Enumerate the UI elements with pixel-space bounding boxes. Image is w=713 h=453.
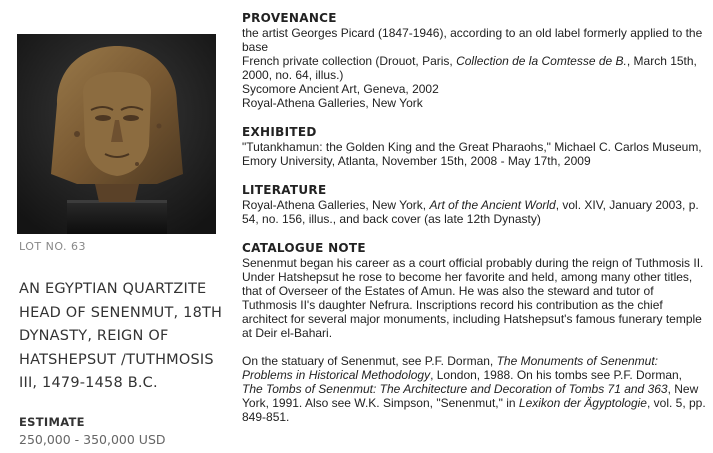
lot-title: AN EGYPTIAN QUARTZITE HEAD OF SENENMUT, 18TH DYNASTY, REIGN OF HATSHEPSUT /TUTHMOSIS III, 1479-1458 B.C. <box>19 281 223 391</box>
para2-text-d: , vol. 5, pp. 849-851. <box>242 396 706 424</box>
catalogue-note-section <box>242 240 706 424</box>
provenance-line-2-italic: Collection de la Comtesse de B. <box>456 54 627 68</box>
catalogue-note-paragraph-1: Senenmut began his career as a court official probably during the reign of Tuthmosis II. Under Hatshepsut he rose to become her favorite and held, among many other titles, that of Overseer of the Estates of Amun. He was also the steward and tutor of Tuthmosis II's daughter Nefrura. Inscriptions record his contribution as the chief architect for several major monuments, including Hatshepsut's famous funerary temple at Deir el-Bahari. <box>242 256 704 340</box>
provenance-line-2-text-a: French private collection (Drouot, Paris, <box>242 54 457 68</box>
exhibited-heading: EXHIBITED <box>242 125 317 139</box>
provenance-line-4: Royal-Athena Galleries, New York <box>242 96 423 110</box>
para2-text-b: , London, 1988. On his tombs see P.F. Dorman, <box>430 368 683 382</box>
senenmut-head-image <box>17 34 216 234</box>
provenance-line-1: the artist Georges Picard (1847-1946), according to an old label formerly applied to the base <box>242 26 703 54</box>
catalogue-note-paragraph-2 <box>242 354 706 424</box>
catalogue-note-heading: CATALOGUE NOTE <box>242 241 366 255</box>
para2-text-c: , New York, 1991. Also see W.K. Simpson, "Senenmut," in <box>242 382 699 410</box>
literature-section <box>242 182 706 226</box>
lot-number: LOT NO. 63 <box>19 240 87 253</box>
exhibited-section <box>242 124 706 168</box>
provenance-line-2 <box>242 54 706 82</box>
para2-italic-3: Lexikon der Ägyptologie <box>518 396 647 410</box>
provenance-line-2-text-b: , March 15th, 2000, no. 64, illus.) <box>242 54 697 82</box>
literature-title-italic: Art of the Ancient World <box>429 198 556 212</box>
para2-italic-1: The Monuments of Senenmut: Problems in Historical Methodology <box>242 354 658 382</box>
exhibited-text: "Tutankhamun: the Golden King and the Great Pharaohs," Michael C. Carlos Museum, Emory University, Atlanta, November 15th, 2008 - May 17th, 2009 <box>242 140 702 168</box>
provenance-heading: PROVENANCE <box>242 11 337 25</box>
provenance-line-3: Sycomore Ancient Art, Geneva, 2002 <box>242 82 439 96</box>
estimate-label: ESTIMATE <box>19 415 85 429</box>
lot-details <box>242 10 706 438</box>
literature-text-b: , vol. XIV, January 2003, p. 54, no. 156, illus., and back cover (as late 12th Dynasty) <box>242 198 699 226</box>
literature-heading: LITERATURE <box>242 183 327 197</box>
literature-text <box>242 198 706 226</box>
sculpture-photo[interactable] <box>17 34 216 234</box>
literature-text-a: Royal-Athena Galleries, New York, <box>242 198 430 212</box>
para2-italic-2: The Tombs of Senenmut: The Architecture and Decoration of Tombs 71 and 363 <box>242 382 668 396</box>
para2-text-a: On the statuary of Senenmut, see P.F. Dorman, <box>242 354 497 368</box>
provenance-section <box>242 10 706 110</box>
estimate-value: 250,000 - 350,000 USD <box>19 432 166 447</box>
